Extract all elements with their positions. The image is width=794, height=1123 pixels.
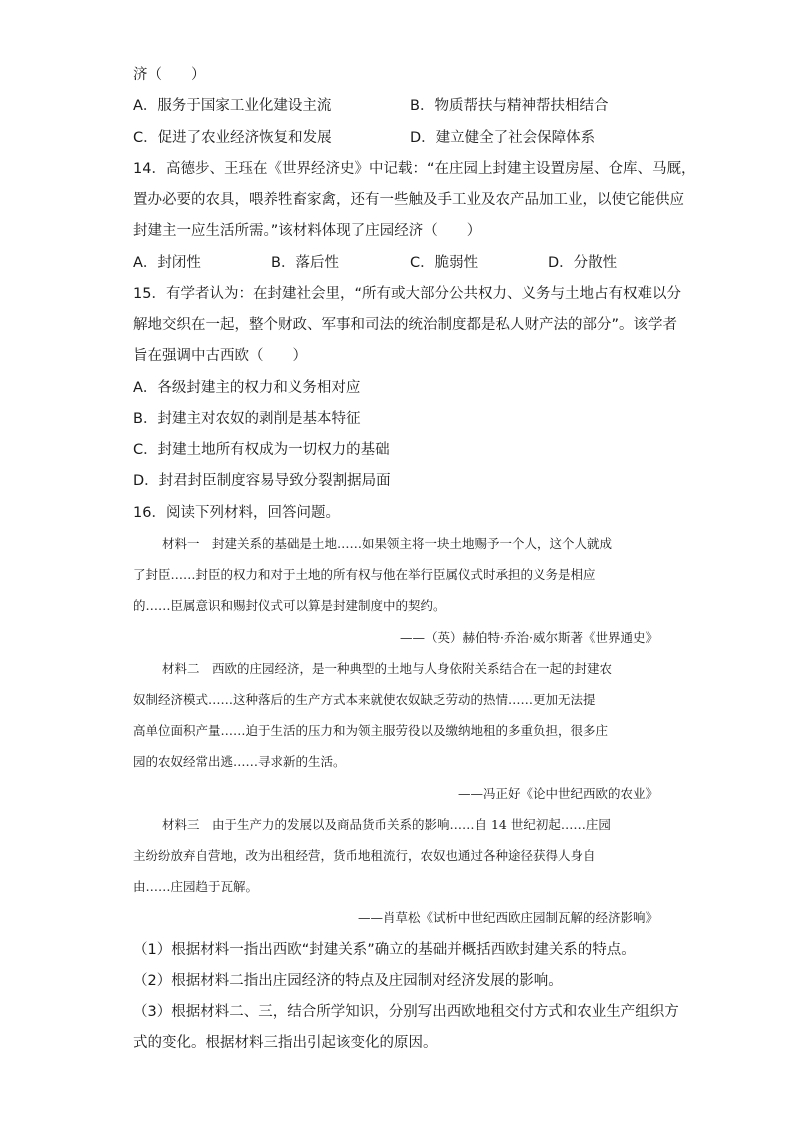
q15-option-b: B．封建主对农奴的剥削是基本特征 bbox=[133, 411, 361, 427]
material3-line-3: 由……庄园趋于瓦解。 bbox=[133, 879, 259, 894]
q16-subquestion-2: （2）根据材料二指出庄园经济的特点及庄园制对经济发展的影响。 bbox=[133, 973, 563, 989]
material2-line-2: 奴制经济模式……这种落后的生产方式本来就使农奴缺乏劳动的热情……更加无法提 bbox=[133, 692, 596, 707]
material1-line-3: 的……臣属意识和赐封仪式可以算是封建制度中的契约。 bbox=[133, 598, 446, 613]
q13-stem-tail: 济（ ） bbox=[133, 67, 206, 83]
q14-option-a: A．封闭性 bbox=[133, 255, 201, 271]
q14-option-b: B．落后性 bbox=[271, 255, 339, 271]
q15-option-d: D．封君封臣制度容易导致分裂割据局面 bbox=[133, 473, 391, 489]
material1-line-2: 了封臣……封臣的权力和对于土地的所有权与他在举行臣属仪式时承担的义务是相应 bbox=[133, 567, 596, 582]
material3-line-1: 材料三 由于生产力的发展以及商品货币关系的影响……自 14 世纪初起……庄园 bbox=[162, 817, 611, 832]
material2-line-1: 材料二 西欧的庄园经济，是一种典型的土地与人身依附关系结合在一起的封建农 bbox=[162, 661, 613, 676]
material3-line-2: 主纷纷放弃自营地，改为出租经营，货币地租流行，农奴也通过各种途径获得人身自 bbox=[133, 848, 596, 863]
material2-line-3: 高单位面积产量……迫于生活的压力和为领主服劳役以及缴纳地租的多重负担，很多庄 bbox=[133, 723, 609, 738]
q15-option-c: C．封建土地所有权成为一切权力的基础 bbox=[133, 442, 390, 458]
material3-source: ——肖草松《试析中世纪西欧庄园制瓦解的经济影响》 bbox=[357, 910, 658, 925]
material1-line-1: 材料一 封建关系的基础是土地……如果领主将一块土地赐予一个人，这个人就成 bbox=[162, 536, 613, 551]
q14-stem-line-1: 14．高德步、王珏在《世界经济史》中记载：“在庄园上封建主设置房屋、仓库、马厩， bbox=[133, 161, 696, 177]
material1-source: ——（英）赫伯特·乔治·威尔斯著《世界通史》 bbox=[400, 630, 658, 645]
q14-stem-line-3: 封建主一应生活所需。”该材料体现了庄园经济（ ） bbox=[133, 223, 482, 239]
q15-stem-line-2: 解地交织在一起，整个财政、军事和司法的统治制度都是私人财产法的部分”。该学者 bbox=[133, 317, 678, 333]
q13-option-c: C．促进了农业经济恢复和发展 bbox=[133, 130, 332, 146]
q14-option-d: D．分散性 bbox=[548, 255, 618, 271]
q16-subquestion-3-line-2: 式的变化。根据材料三指出引起该变化的原因。 bbox=[133, 1035, 438, 1051]
q13-option-a: A．服务于国家工业化建设主流 bbox=[133, 98, 332, 114]
q13-option-d: D．建立健全了社会保障体系 bbox=[410, 130, 596, 146]
q16-subquestion-3-line-1: （3）根据材料二、三，结合所学知识，分别写出西欧地租交付方式和农业生产组织方 bbox=[133, 1004, 679, 1020]
material2-source: ——冯正好《论中世纪西欧的农业》 bbox=[457, 786, 658, 801]
q13-option-b: B．物质帮扶与精神帮扶相结合 bbox=[410, 98, 609, 114]
q16-intro: 16．阅读下列材料，回答问题。 bbox=[133, 505, 340, 521]
q15-stem-line-1: 15．有学者认为：在封建社会里，“所有或大部分公共权力、义务与土地占有权难以分 bbox=[133, 286, 681, 302]
q14-stem-line-2: 置办必要的农具，喂养牲畜家禽，还有一些触及手工业及农产品加工业，以使它能供应 bbox=[133, 192, 684, 208]
q15-option-a: A．各级封建主的权力和义务相对应 bbox=[133, 380, 361, 396]
q16-subquestion-1: （1）根据材料一指出西欧“封建关系”确立的基础并概括西欧封建关系的特点。 bbox=[133, 942, 636, 958]
q15-stem-line-3: 旨在强调中古西欧（ ） bbox=[133, 348, 307, 364]
q14-option-c: C．脆弱性 bbox=[410, 255, 479, 271]
material2-line-4: 园的农奴经常出逃……寻求新的生活。 bbox=[133, 754, 346, 769]
